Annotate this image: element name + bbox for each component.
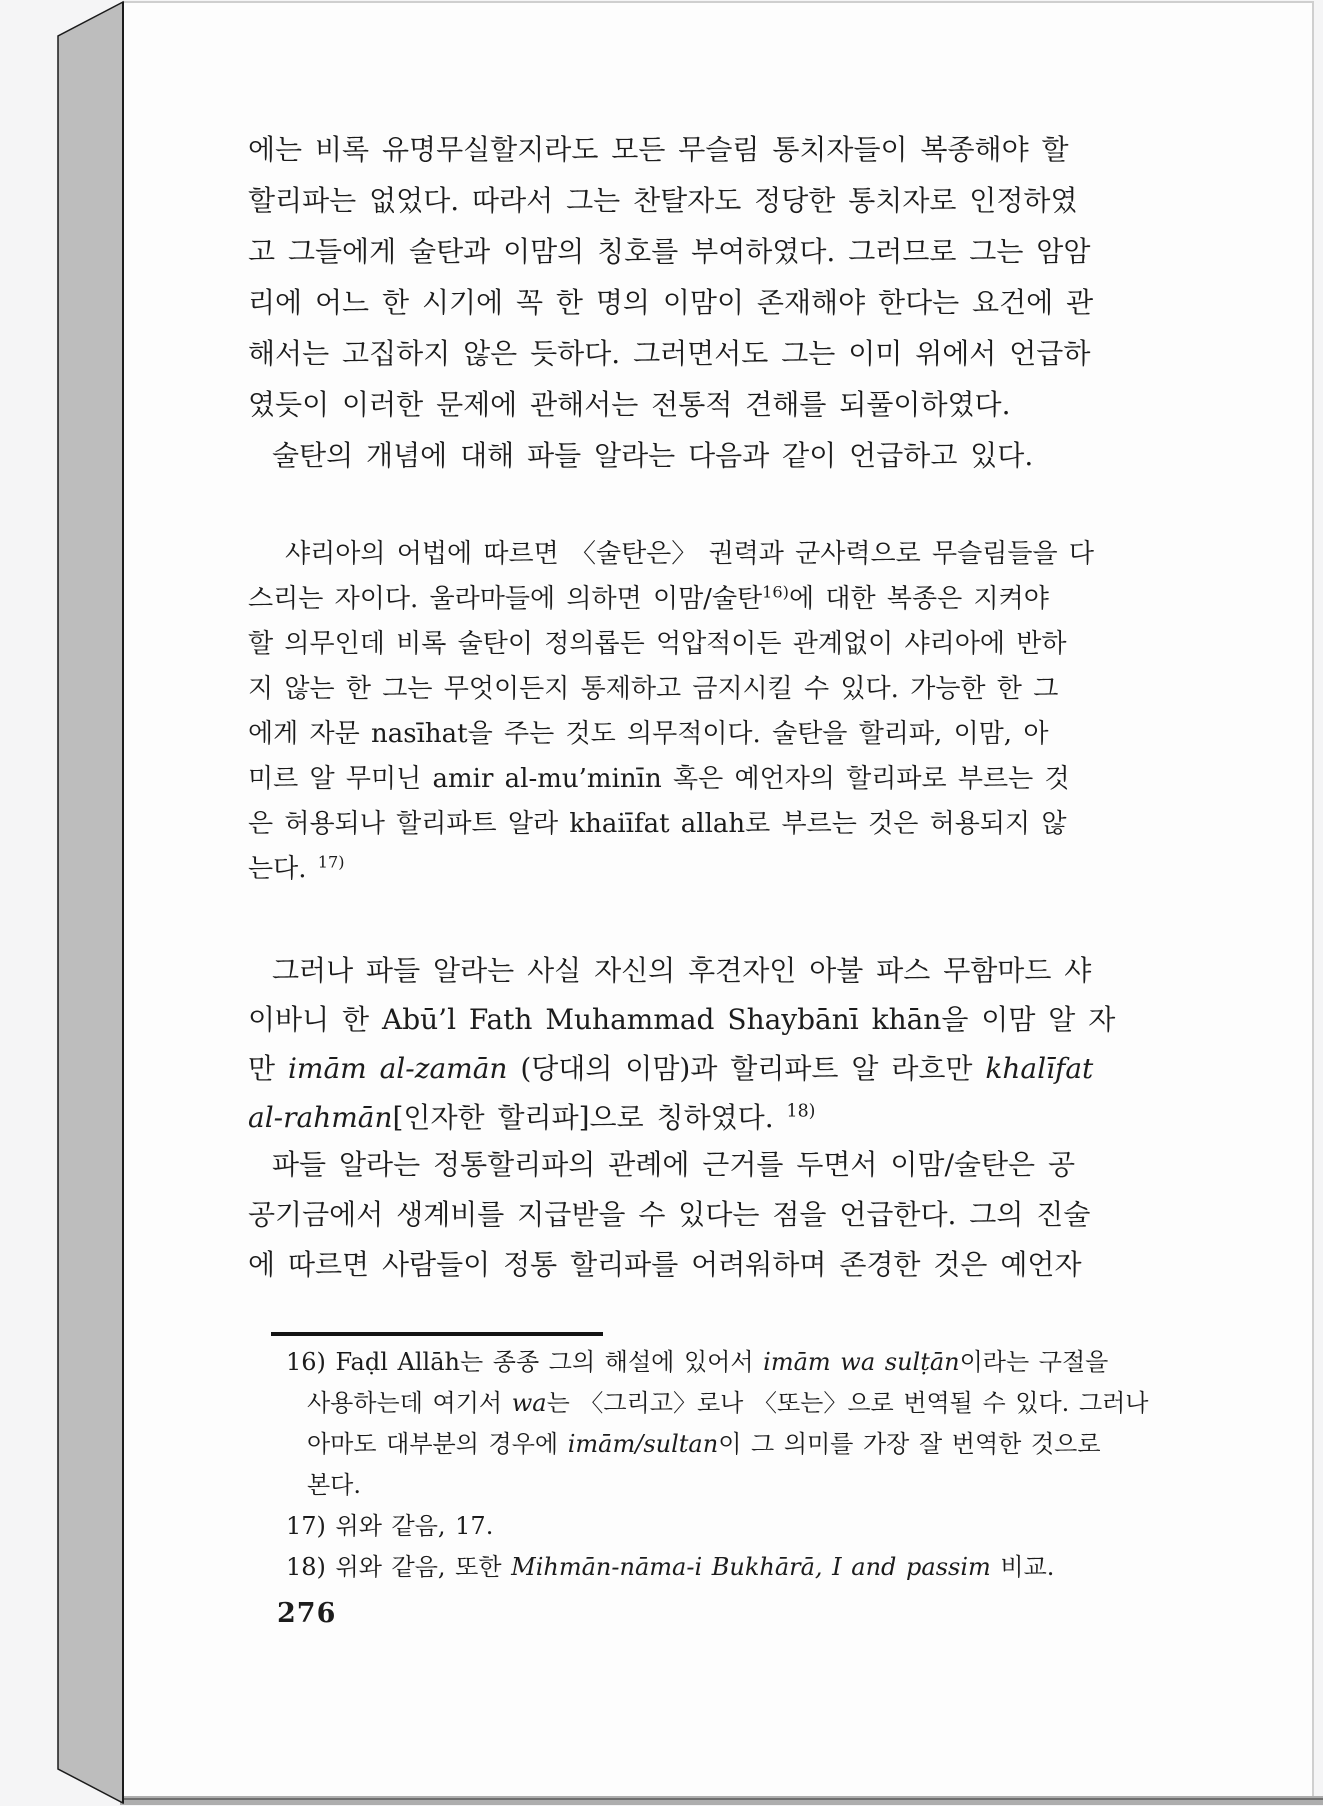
text-line	[286, 1342, 1109, 1383]
footnote-separator	[271, 1332, 603, 1336]
text-line	[248, 1044, 1094, 1093]
italic-term: Mihmān-nāma-i Bukhārā, I and passim	[511, 1553, 991, 1581]
text-line	[248, 226, 1091, 277]
page-content	[123, 0, 1313, 1800]
text-run: 에는 비록 유명무실할지라도 모든 무슬림 통치자들이 복종해야 할	[248, 133, 1069, 166]
footnote-item-17	[286, 1506, 1076, 1547]
text-line	[248, 124, 1069, 175]
text-run: 이바니 한 Abū’l Fath Muhammad Shaybānī khān을 이맘 알 자	[248, 1003, 1116, 1036]
text-line	[248, 802, 1067, 847]
text-run: 사용하는데 여기서	[307, 1389, 512, 1417]
text-line	[286, 1383, 1149, 1424]
text-run: 만	[248, 1052, 288, 1085]
footnote-item-16	[286, 1342, 1149, 1506]
footnote-ref: 16)	[762, 582, 789, 602]
text-line	[248, 277, 1094, 328]
italic-term: khalīfat	[985, 1052, 1094, 1085]
text-run: 그러나 파들 알라는 사실 자신의 후견자인 아불 파스 무함마드 샤	[272, 954, 1092, 987]
text-run: 고 그들에게 술탄과 이맘의 칭호를 부여하였다. 그러므로 그는 암암	[248, 235, 1091, 268]
text-run: 에 따르면 사람들이 정통 할리파를 어려워하며 존경한 것은 예언자	[248, 1248, 1082, 1281]
text-run: [인자한 할리파]으로 칭하였다.	[392, 1101, 787, 1134]
footnotes	[286, 1342, 1149, 1588]
text-line	[248, 667, 1059, 712]
book-spine-edge	[58, 2, 123, 1803]
text-line	[248, 430, 1063, 481]
text-line	[248, 847, 1018, 892]
blockquote-sultan-definition	[248, 532, 1094, 892]
italic-term: al-rahmān	[248, 1101, 393, 1134]
text-run: 지 않는 한 그는 무엇이든지 통제하고 금지시킬 수 있다. 가능한 한 그	[248, 674, 1059, 704]
text-run: 할리파는 없었다. 따라서 그는 찬탈자도 정당한 통치자로 인정하였	[248, 184, 1078, 217]
text-run: 이라는 구절을	[959, 1348, 1109, 1376]
page-number: 276	[277, 1598, 337, 1629]
text-run: 에게 자문 nasīhat을 주는 것도 의무적이다. 술탄을 할리파, 이맘, 아	[248, 719, 1049, 749]
text-run: 는다.	[248, 854, 318, 884]
text-line	[248, 1140, 1075, 1190]
text-line	[286, 1547, 1076, 1588]
text-run: 17) 위와 같음, 17.	[286, 1512, 494, 1540]
text-line	[248, 328, 1091, 379]
text-line	[248, 379, 1063, 430]
text-run: (당대의 이맘)과 할리파트 알 라흐만	[507, 1052, 986, 1085]
footnote-ref: 17)	[317, 852, 345, 872]
text-line	[248, 532, 1094, 577]
text-run: 파들 알라는 정통할리파의 관례에 근거를 두면서 이맘/술탄은 공	[272, 1148, 1075, 1181]
text-run: 에 대한 복종은 지켜야	[788, 584, 1049, 614]
text-run: 샤리아의 어법에 따르면 〈술탄은〉 권력과 군사력으로 무슬림들을 다	[285, 539, 1094, 569]
text-run: 스리는 자이다. 울라마들에 의하면 이맘/술탄	[248, 584, 763, 614]
text-line	[248, 577, 1049, 622]
paragraph-public-funds	[248, 1140, 1091, 1290]
text-line	[248, 1190, 1091, 1240]
text-run: 할 의무인데 비록 술탄이 정의롭든 억압적이든 관계없이 샤리아에 반하	[248, 629, 1067, 659]
text-run: 는 〈그리고〉로나 〈또는〉으로 번역될 수 있다. 그러나	[546, 1389, 1149, 1417]
text-run: 였듯이 이러한 문제에 관해서는 전통적 견해를 되풀이하였다.	[248, 388, 1011, 421]
text-line	[248, 622, 1067, 667]
text-line	[286, 1465, 1076, 1506]
text-line	[248, 757, 1070, 802]
text-run: 미르 알 무미닌 amir al-mu’minīn 혹은 예언자의 할리파로 부르는 것	[248, 764, 1070, 794]
text-line	[248, 995, 1116, 1044]
text-run: 비교.	[990, 1553, 1055, 1581]
paragraph-shaybani-khan	[248, 946, 1116, 1142]
italic-term: imām al-zamān	[287, 1052, 508, 1085]
italic-term: wa	[511, 1389, 547, 1417]
text-run: 16) Faḍl Allāh는 종종 그의 해설에 있어서	[286, 1348, 764, 1376]
footnote-item-18	[286, 1547, 1076, 1588]
paragraph-intro	[248, 124, 1094, 481]
text-line	[286, 1424, 1101, 1465]
text-run: 공기금에서 생계비를 지급받을 수 있다는 점을 언급한다. 그의 진술	[248, 1198, 1091, 1231]
text-line	[286, 1506, 1076, 1547]
italic-term: imām wa sulṭān	[763, 1348, 960, 1376]
footnote-ref: 18)	[786, 1101, 816, 1122]
text-run: 술탄의 개념에 대해 파들 알라는 다음과 같이 언급하고 있다.	[272, 439, 1034, 472]
text-run: 리에 어느 한 시기에 꼭 한 명의 이맘이 존재해야 한다는 요건에 관	[248, 286, 1094, 319]
text-run: 이 그 의미를 가장 잘 번역한 것으로	[718, 1430, 1101, 1458]
text-run: 해서는 고집하지 않은 듯하다. 그러면서도 그는 이미 위에서 언급하	[248, 337, 1091, 370]
text-line	[248, 712, 1049, 757]
text-line	[248, 1093, 1063, 1142]
text-run: 아마도 대부분의 경우에	[307, 1430, 568, 1458]
text-line	[248, 1240, 1082, 1290]
text-run: 본다.	[307, 1471, 361, 1499]
italic-term: imām/sultan	[567, 1430, 719, 1458]
text-run: 은 허용되나 할리파트 알라 khaiīfat allah로 부르는 것은 허용되지 않	[248, 809, 1067, 839]
text-line	[248, 175, 1078, 226]
text-run: 18) 위와 같음, 또한	[286, 1553, 512, 1581]
text-line	[248, 946, 1092, 995]
